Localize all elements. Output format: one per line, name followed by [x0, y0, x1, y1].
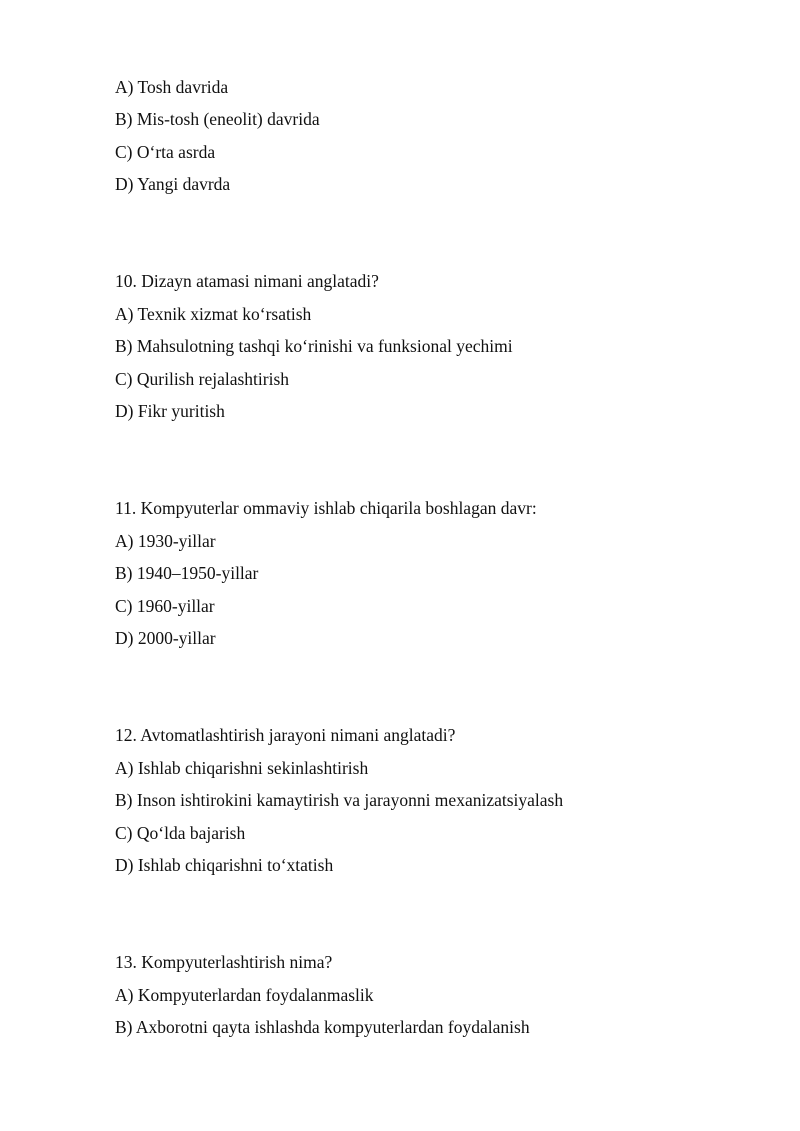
option-a: A) Ishlab chiqarishni sekinlashtirish: [115, 758, 369, 778]
question-11: 11. Kompyuterlar ommaviy ishlab chiqarila boshlagan davr:: [115, 498, 537, 518]
option-a: A) Kompyuterlardan foydalanmaslik: [115, 985, 374, 1005]
option-b: B) Mis-tosh (eneolit) davrida: [115, 109, 320, 129]
option-b: B) Axborotni qayta ishlashda kompyuterlardan foydalanish: [115, 1017, 530, 1037]
option-c: C) Qo‘lda bajarish: [115, 823, 246, 843]
option-c: C) 1960-yillar: [115, 596, 215, 616]
question-10: 10. Dizayn atamasi nimani anglatadi?: [115, 271, 379, 291]
option-c: C) O‘rta asrda: [115, 142, 216, 162]
option-d: D) Ishlab chiqarishni to‘xtatish: [115, 855, 334, 875]
option-d: D) Yangi davrda: [115, 174, 231, 194]
option-d: D) Fikr yuritish: [115, 401, 225, 421]
option-b: B) Inson ishtirokini kamaytirish va jarayonni mexanizatsiyalash: [115, 790, 564, 810]
option-d: D) 2000-yillar: [115, 628, 216, 648]
question-13: 13. Kompyuterlashtirish nima?: [115, 952, 333, 972]
question-12: 12. Avtomatlashtirish jarayoni nimani anglatadi?: [115, 725, 456, 745]
option-a: A) Texnik xizmat ko‘rsatish: [115, 304, 312, 324]
option-a: A) 1930-yillar: [115, 531, 216, 551]
option-a: A) Tosh davrida: [115, 77, 229, 97]
option-c: C) Qurilish rejalashtirish: [115, 369, 290, 389]
option-b: B) 1940–1950-yillar: [115, 563, 259, 583]
option-b: B) Mahsulotning tashqi ko‘rinishi va funksional yechimi: [115, 336, 513, 356]
